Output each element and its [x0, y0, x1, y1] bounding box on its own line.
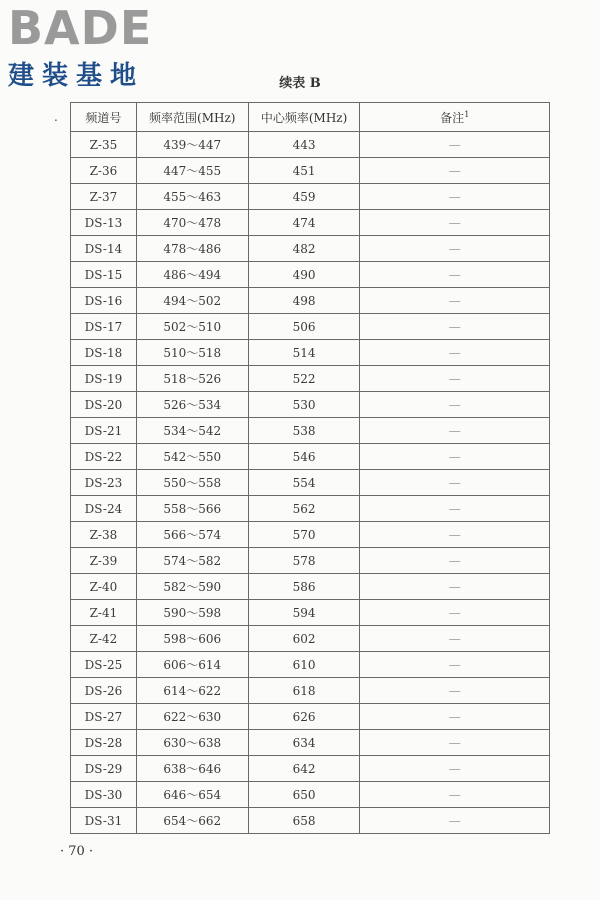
cell-range: 526～534: [136, 392, 248, 418]
table-row: [71, 496, 550, 522]
cell-note: —: [360, 314, 550, 340]
cell-channel: DS-22: [71, 444, 137, 470]
cell-center: 634: [248, 730, 360, 756]
cell-channel: DS-13: [71, 210, 137, 236]
cell-channel: DS-24: [71, 496, 137, 522]
table-row: [71, 678, 550, 704]
cell-range: 590～598: [136, 600, 248, 626]
table-row: [71, 574, 550, 600]
cell-range: 534～542: [136, 418, 248, 444]
cell-channel: Z-41: [71, 600, 137, 626]
table-row: [71, 600, 550, 626]
cell-channel: DS-29: [71, 756, 137, 782]
cell-center: 530: [248, 392, 360, 418]
cell-center: 562: [248, 496, 360, 522]
cell-note: —: [360, 236, 550, 262]
cell-range: 478～486: [136, 236, 248, 262]
table-header-row: [71, 103, 550, 132]
cell-center: 578: [248, 548, 360, 574]
table-row: [71, 808, 550, 834]
cell-center: 554: [248, 470, 360, 496]
cell-note: —: [360, 340, 550, 366]
cell-channel: Z-35: [71, 132, 137, 158]
cell-center: 506: [248, 314, 360, 340]
header-channel: 频道号: [71, 103, 137, 132]
cell-center: 586: [248, 574, 360, 600]
cell-range: 510～518: [136, 340, 248, 366]
cell-channel: DS-17: [71, 314, 137, 340]
cell-channel: DS-23: [71, 470, 137, 496]
cell-range: 566～574: [136, 522, 248, 548]
cell-range: 574～582: [136, 548, 248, 574]
table-row: [71, 444, 550, 470]
cell-note: —: [360, 522, 550, 548]
cell-range: 439～447: [136, 132, 248, 158]
cell-note: —: [360, 704, 550, 730]
cell-channel: DS-14: [71, 236, 137, 262]
cell-range: 638～646: [136, 756, 248, 782]
cell-note: —: [360, 496, 550, 522]
cell-center: 459: [248, 184, 360, 210]
cell-range: 470～478: [136, 210, 248, 236]
cell-channel: Z-40: [71, 574, 137, 600]
table-row: [71, 548, 550, 574]
cell-channel: Z-36: [71, 158, 137, 184]
cell-channel: Z-37: [71, 184, 137, 210]
cell-center: 538: [248, 418, 360, 444]
cell-range: 598～606: [136, 626, 248, 652]
frequency-table: [70, 102, 550, 834]
cell-note: —: [360, 600, 550, 626]
cell-range: 582～590: [136, 574, 248, 600]
cell-note: —: [360, 652, 550, 678]
cell-range: 630～638: [136, 730, 248, 756]
cell-center: 610: [248, 652, 360, 678]
cell-channel: DS-21: [71, 418, 137, 444]
cell-range: 542～550: [136, 444, 248, 470]
cell-range: 502～510: [136, 314, 248, 340]
header-note: [360, 103, 550, 132]
cell-channel: DS-26: [71, 678, 137, 704]
table-row: [71, 652, 550, 678]
table-row: [71, 366, 550, 392]
table-body: [71, 132, 550, 834]
cell-note: —: [360, 158, 550, 184]
cell-channel: Z-42: [71, 626, 137, 652]
cell-channel: Z-39: [71, 548, 137, 574]
table-row: [71, 392, 550, 418]
cell-note: —: [360, 626, 550, 652]
cell-range: 455～463: [136, 184, 248, 210]
cell-range: 622～630: [136, 704, 248, 730]
table-row: [71, 470, 550, 496]
table-row: [71, 340, 550, 366]
cell-note: —: [360, 392, 550, 418]
cell-range: 518～526: [136, 366, 248, 392]
cell-channel: DS-18: [71, 340, 137, 366]
table-row: [71, 132, 550, 158]
header-range: 频率范围(MHz): [136, 103, 248, 132]
cell-note: —: [360, 444, 550, 470]
table-row: [71, 756, 550, 782]
cell-center: 522: [248, 366, 360, 392]
cell-center: 546: [248, 444, 360, 470]
cell-center: 650: [248, 782, 360, 808]
cell-note: —: [360, 782, 550, 808]
cell-channel: DS-28: [71, 730, 137, 756]
cell-note: —: [360, 548, 550, 574]
cell-range: 606～614: [136, 652, 248, 678]
header-center: 中心频率(MHz): [248, 103, 360, 132]
cell-note: —: [360, 366, 550, 392]
cell-center: 602: [248, 626, 360, 652]
table-row: [71, 210, 550, 236]
cell-channel: DS-25: [71, 652, 137, 678]
cell-note: —: [360, 470, 550, 496]
cell-note: —: [360, 808, 550, 834]
table-row: [71, 184, 550, 210]
cell-note: —: [360, 574, 550, 600]
table-row: [71, 418, 550, 444]
table-row: [71, 314, 550, 340]
table-row: [71, 288, 550, 314]
cell-channel: DS-20: [71, 392, 137, 418]
cell-center: 514: [248, 340, 360, 366]
table-row: [71, 158, 550, 184]
cell-channel: DS-31: [71, 808, 137, 834]
cell-center: 474: [248, 210, 360, 236]
cell-center: 570: [248, 522, 360, 548]
table-row: [71, 262, 550, 288]
cell-channel: DS-16: [71, 288, 137, 314]
cell-note: —: [360, 288, 550, 314]
cell-channel: DS-15: [71, 262, 137, 288]
table-title: 续表 B: [279, 76, 321, 91]
cell-note: —: [360, 418, 550, 444]
cell-center: 482: [248, 236, 360, 262]
cell-note: —: [360, 756, 550, 782]
cell-note: —: [360, 132, 550, 158]
logo-subtitle: 建装基地: [8, 61, 145, 91]
table-row: [71, 626, 550, 652]
table-row: [71, 236, 550, 262]
cell-range: 550～558: [136, 470, 248, 496]
cell-channel: DS-19: [71, 366, 137, 392]
cell-note: —: [360, 730, 550, 756]
header-note-label: 备注: [440, 110, 465, 125]
table-row: [71, 730, 550, 756]
cell-range: 654～662: [136, 808, 248, 834]
cell-channel: DS-30: [71, 782, 137, 808]
cell-note: —: [360, 678, 550, 704]
table-row: [71, 782, 550, 808]
cell-note: —: [360, 184, 550, 210]
cell-center: 451: [248, 158, 360, 184]
cell-center: 658: [248, 808, 360, 834]
header-note-superscript: 1: [464, 109, 470, 119]
page-number: · 70 ·: [60, 844, 94, 859]
cell-center: 443: [248, 132, 360, 158]
cell-range: 614～622: [136, 678, 248, 704]
cell-center: 498: [248, 288, 360, 314]
cell-channel: DS-27: [71, 704, 137, 730]
cell-center: 642: [248, 756, 360, 782]
cell-range: 447～455: [136, 158, 248, 184]
cell-note: —: [360, 210, 550, 236]
cell-center: 626: [248, 704, 360, 730]
cell-range: 558～566: [136, 496, 248, 522]
bullet-mark: .: [54, 110, 58, 124]
cell-range: 646～654: [136, 782, 248, 808]
table-row: [71, 704, 550, 730]
logo-wordmark: BADE: [8, 1, 153, 55]
table-row: [71, 522, 550, 548]
cell-range: 486～494: [136, 262, 248, 288]
cell-range: 494～502: [136, 288, 248, 314]
cell-center: 594: [248, 600, 360, 626]
cell-center: 618: [248, 678, 360, 704]
cell-channel: Z-38: [71, 522, 137, 548]
cell-note: —: [360, 262, 550, 288]
cell-center: 490: [248, 262, 360, 288]
